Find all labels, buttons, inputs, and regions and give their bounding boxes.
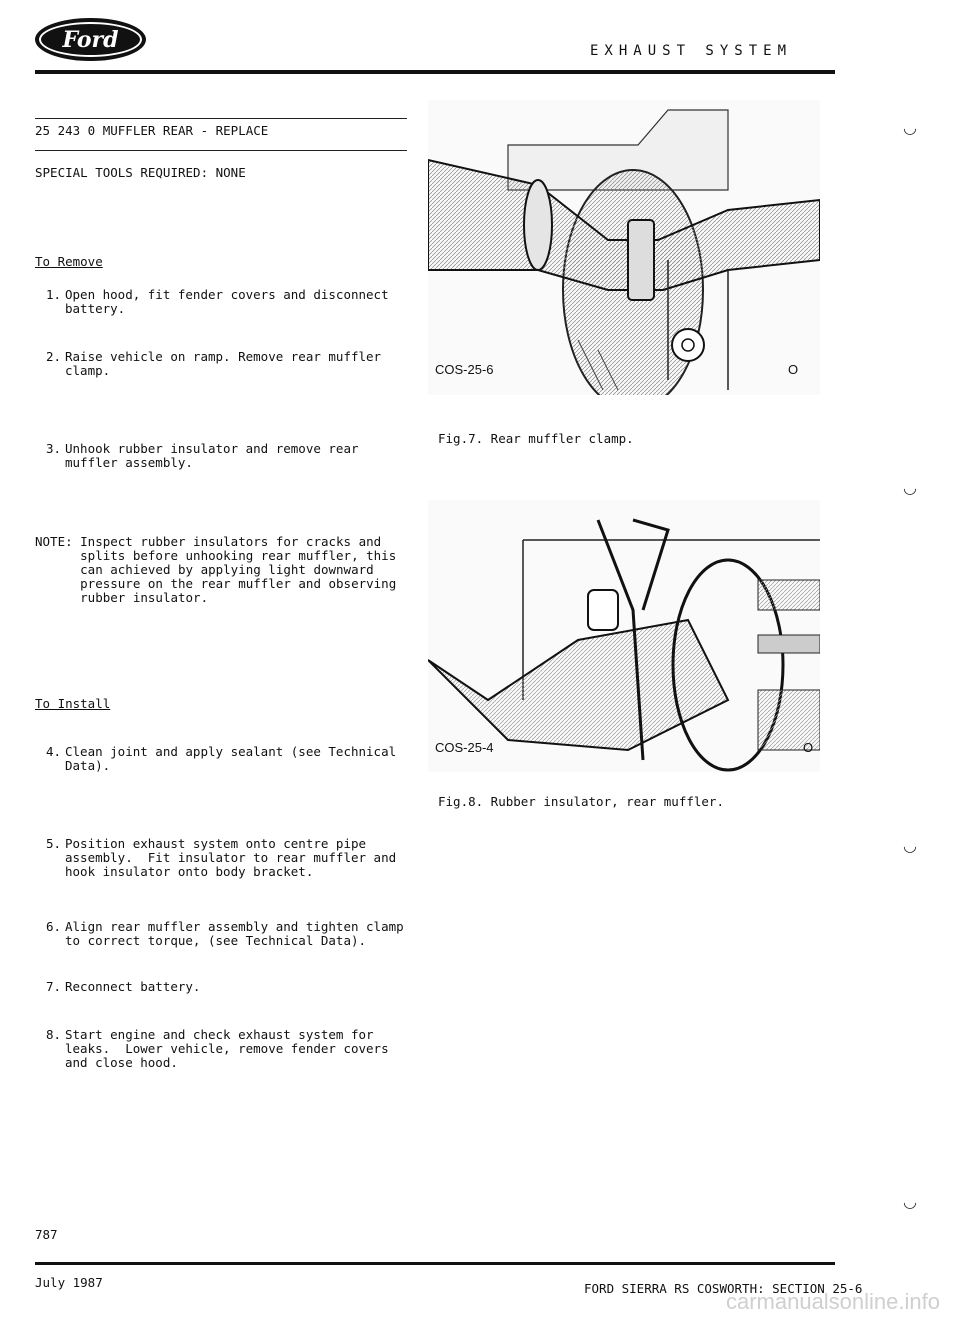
title-rule-bottom (35, 150, 407, 151)
footer-date: July 1987 (35, 1275, 103, 1290)
step-text: Open hood, fit fender covers and disconnect battery. (65, 287, 389, 316)
figure-mark: O (803, 740, 814, 755)
figure-rear-muffler-clamp (428, 100, 820, 395)
section-title: EXHAUST SYSTEM (590, 43, 793, 59)
step-number: 2. (45, 349, 61, 364)
step-text: Clean joint and apply sealant (see Technical Data). (65, 744, 397, 773)
step-number: 3. (45, 441, 61, 456)
install-heading: To Install (35, 696, 111, 711)
step-number: 6. (45, 919, 61, 934)
step-text: Align rear muffler assembly and tighten clamp to correct torque, (see Technical Data). (65, 919, 404, 948)
ford-logo-text: Ford (62, 26, 119, 53)
rubber-insulator-illustration (428, 500, 820, 772)
figure-code: COS-25-6 (435, 362, 494, 377)
margin-tick: ◡ (903, 836, 917, 855)
step-number: 8. (45, 1027, 61, 1042)
margin-tick: ◡ (903, 118, 917, 137)
figure-rubber-insulator (428, 500, 820, 772)
step-text: Reconnect battery. (65, 979, 201, 994)
step-text: Raise vehicle on ramp. Remove rear muffler clamp. (65, 349, 382, 378)
step-number: 1. (45, 287, 61, 302)
step-text: Unhook rubber insulator and remove rear muffler assembly. (65, 441, 359, 470)
step-text: Start engine and check exhaust system for leaks. Lower vehicle, remove fender covers and close hood. (65, 1027, 389, 1070)
remove-heading: To Remove (35, 254, 103, 269)
step-text: Position exhaust system onto centre pipe assembly. Fit insulator to rear muffler and hook insulator onto body bracket. (65, 836, 397, 879)
note: NOTE: Inspect rubber insulators for cracks and splits before unhooking rear muffler, this can achieved by applying light downward pressure on the rear muffler and observing rubber insulator. (35, 534, 397, 605)
watermark: carmanualsonline.info (725, 1289, 940, 1314)
step-number: 4. (45, 744, 61, 759)
margin-tick: ◡ (903, 1192, 917, 1211)
footer-section: FORD SIERRA RS COSWORTH: SECTION 25-6 (584, 1281, 863, 1296)
muffler-clamp-illustration (428, 100, 820, 395)
page-number: 787 (35, 1227, 58, 1242)
figure-mark: O (788, 362, 799, 377)
step-number: 5. (45, 836, 61, 851)
special-tools: SPECIAL TOOLS REQUIRED: NONE (35, 165, 246, 180)
footer-rule (35, 1262, 835, 1265)
figure-code: COS-25-4 (435, 740, 494, 755)
header-rule (35, 70, 835, 74)
margin-tick: ◡ (903, 478, 917, 497)
title-rule-top (35, 118, 407, 119)
step-number: 7. (45, 979, 61, 994)
procedure-title: 25 243 0 MUFFLER REAR - REPLACE (35, 123, 269, 138)
ford-logo (35, 18, 146, 61)
figure-caption: Fig.8. Rubber insulator, rear muffler. (438, 794, 724, 809)
figure-caption: Fig.7. Rear muffler clamp. (438, 431, 634, 446)
